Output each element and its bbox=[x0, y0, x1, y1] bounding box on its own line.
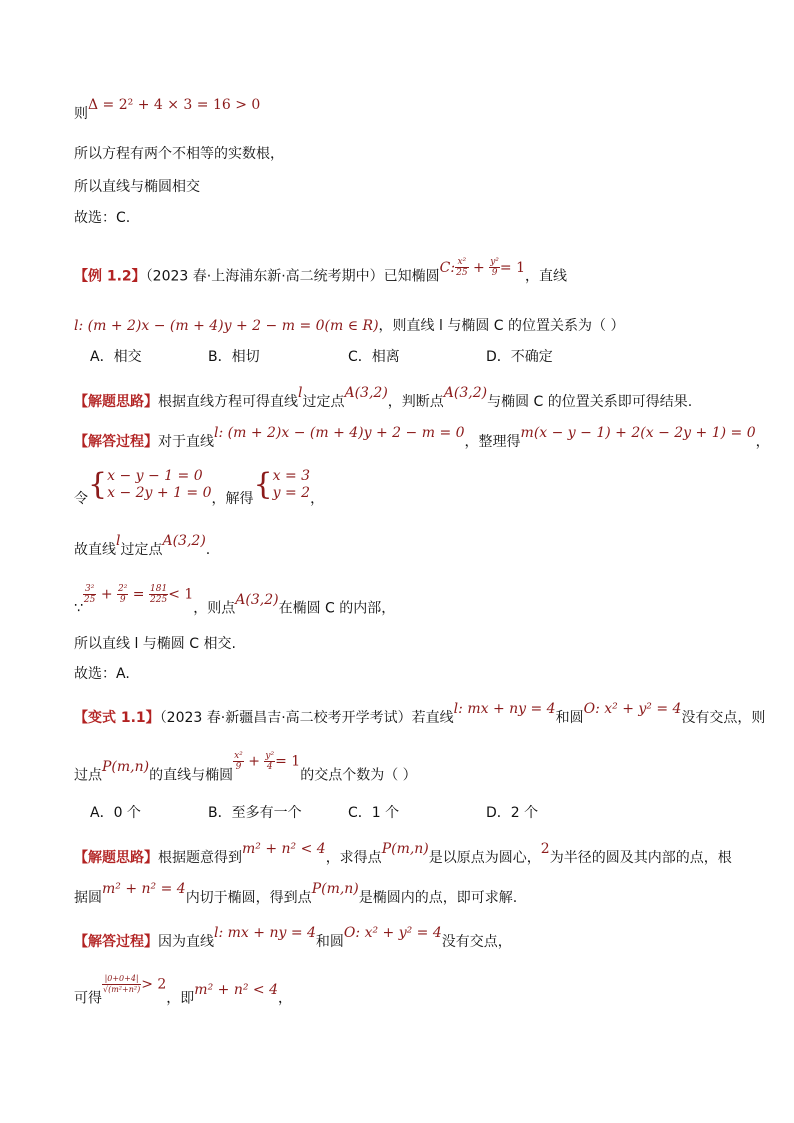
variant-1-1-thinking-2: 据圆m² + n² = 4内切于椭圆，得到点P(m,n)是椭圆内的点，即可求解. bbox=[74, 881, 518, 906]
variant-1-1-solution: 【解答过程】因为直线l: mx + ny = 4和圆O: x² + y² = 4没有交点， bbox=[74, 925, 512, 950]
solution-tag: 【解答过程】 bbox=[74, 934, 158, 950]
question-text: ，则直线 l 与椭圆 C 的位置关系为（ ） bbox=[378, 318, 625, 334]
option-a: A．0 个 bbox=[90, 805, 141, 821]
delta-prefix: 则 bbox=[74, 106, 88, 122]
option-c: C．相离 bbox=[348, 349, 400, 365]
line-equation: l: (m + 2)x − (m + 4)y + 2 − m = 0(m ∈ R) bbox=[74, 318, 379, 334]
variant-1-1-line2: 过点P(m,n)的直线与椭圆 $\frac{\text{x²}}{9}$ + $\frac{\text{y²}}{4}$ = 1的交点个数为（ ） bbox=[74, 751, 417, 784]
option-d: D．不确定 bbox=[486, 349, 553, 365]
thinking-tag: 【解题思路】 bbox=[74, 394, 158, 410]
example-1-2-thinking: 【解题思路】根据直线方程可得直线l过定点A(3,2)，判断点A(3,2)与椭圆 C 的位置关系即可得结果. bbox=[74, 385, 693, 410]
text-line: 所以方程有两个不相等的实数根， bbox=[74, 146, 284, 162]
example-1-2-line-equation bbox=[74, 316, 624, 336]
equals-one: = 1 bbox=[499, 259, 525, 276]
example-source: （2023 春·上海浦东新·高二统考期中）已知椭圆 bbox=[145, 268, 440, 285]
text: ，直线 bbox=[525, 268, 567, 285]
option-d: D．2 个 bbox=[486, 805, 539, 821]
ellipse-label: C: bbox=[439, 259, 456, 276]
delta-equation: Δ = 2² + 4 × 3 = 16 > 0 bbox=[88, 97, 261, 113]
fraction: $\frac{\text{x²}}{25}$ bbox=[456, 257, 468, 278]
fixed-point-line: 故直线l过定点A(3,2). bbox=[74, 533, 211, 558]
text-line: 所以直线 l 与椭圆 C 相交. bbox=[74, 636, 236, 652]
example-1-2-title: 【例 1.2】（2023 春·上海浦东新·高二统考期中）已知椭圆C: $\frac{\text{x²}}{25}$ + $\frac{\text{y²}}{9}$ = 1，直线 bbox=[74, 257, 567, 285]
option-b: B．相切 bbox=[208, 349, 260, 365]
text-line: 所以直线与椭圆相交 bbox=[74, 179, 200, 195]
option-c: C．1 个 bbox=[348, 805, 400, 821]
text-line: 故选：C. bbox=[74, 210, 131, 226]
variant-1-1-thinking: 【解题思路】根据题意得到m² + n² < 4，求得点P(m,n)是以原点为圆心，2为半径的圆及其内部的点，根 bbox=[74, 841, 732, 866]
solution-tag: 【解答过程】 bbox=[74, 434, 158, 450]
delta-line bbox=[74, 97, 261, 124]
fraction: $\frac{\text{y²}}{9}$ bbox=[490, 257, 499, 278]
example-tag: 【例 1.2】 bbox=[74, 268, 146, 285]
text-line: 故选：A. bbox=[74, 666, 130, 682]
option-b: B．至多有一个 bbox=[208, 805, 302, 821]
option-a: A．相交 bbox=[90, 349, 142, 365]
example-1-2-solution: 【解答过程】对于直线l: (m + 2)x − (m + 4)y + 2 − m = 0，整理得m(x − y − 1) + 2(x − 2y + 1) = 0， bbox=[74, 425, 770, 450]
variant-tag: 【变式 1.1】 bbox=[74, 710, 160, 726]
distance-line: 可得 $\frac{|0+0+4|}{\text{√(m²+n²)}}$ > 2，即m² + n² < 4， bbox=[74, 974, 292, 1007]
variant-1-1-title: 【变式 1.1】（2023 春·新疆昌吉·高二校考开学考试）若直线l: mx + ny = 4和圆O: x² + y² = 4没有交点，则 bbox=[74, 701, 766, 726]
system-solve-line: 令{ x − y − 1 = 0 x − 2y + 1 = 0 ，解得{ x = 3 y = 2 ， bbox=[74, 467, 325, 507]
thinking-tag: 【解题思路】 bbox=[74, 850, 158, 866]
inside-check-line: ∵ $\frac{\text{3²}}{25}$ + $\frac{\text{2²}}{9}$ = $\frac{181}{225}$ < 1，则点A(3,2)在椭圆 C 的内部， bbox=[74, 584, 396, 617]
